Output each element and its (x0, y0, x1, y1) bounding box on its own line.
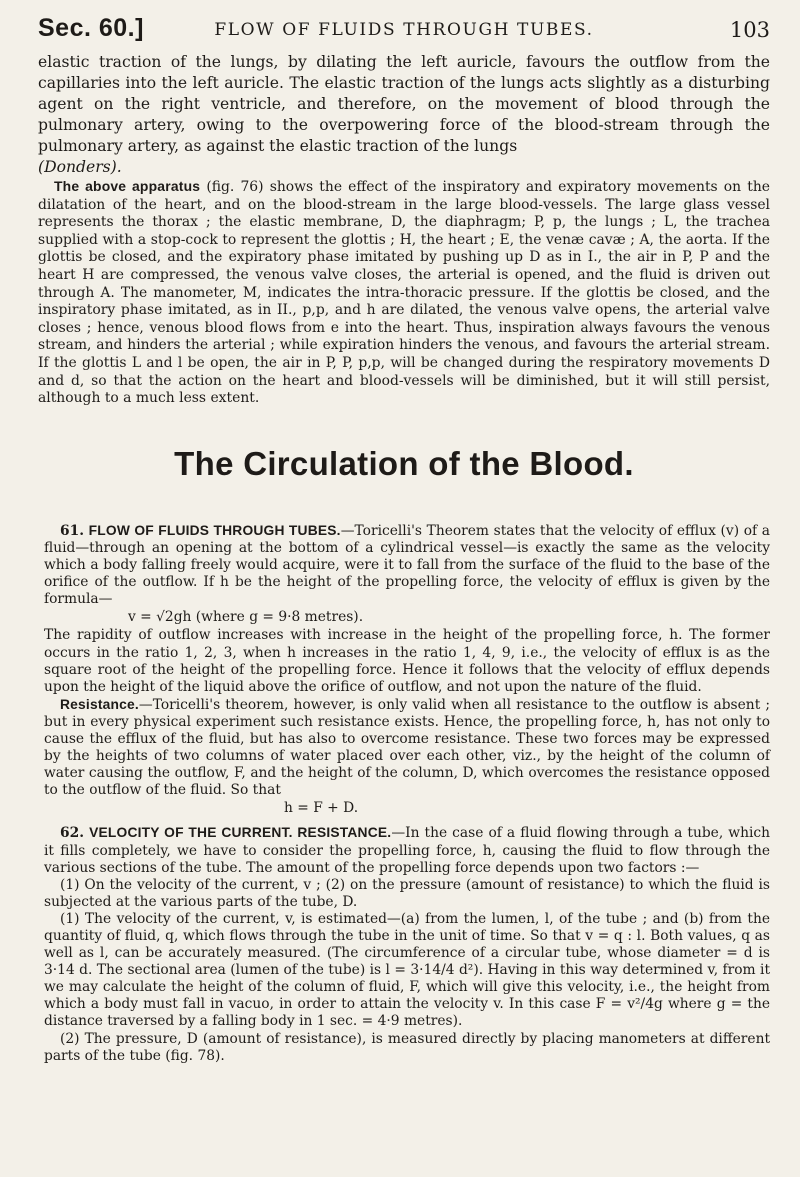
running-header (38, 10, 770, 50)
paragraph-62 (44, 824, 770, 876)
intro-text: elastic traction of the lungs, by dilating the left auricle, favours the outflow from the capillaries into the left auricle. The elastic traction of the lungs acts slightly as a disturbing agent on the right ventricle, and therefore, on the movement of blood through the pulmonary artery, owing to the overpowering force of the blood-stream through the pulmonary artery, as against the elastic traction of the lungs (38, 53, 770, 155)
paragraph-61 (44, 522, 770, 608)
section-61-heading: FLOW OF FLUIDS THROUGH TUBES. (88, 523, 341, 538)
section-heading: The Circulation of the Blood. (174, 445, 634, 482)
page-number: 103 (729, 18, 770, 42)
intro-paragraph (38, 52, 770, 178)
section-62-number: 62. (60, 825, 85, 842)
toricelli-formula: v = √2gh (where g = 9·8 metres). (128, 609, 364, 626)
resistance-formula: h = F + D. (284, 800, 359, 817)
apparatus-lead: The above apparatus (54, 178, 201, 194)
velocity-paragraph: (1) The velocity of the current, v, is estimated—(a) from the lumen, l, of the tube ; and (b) from the quantity of fluid, q, which flows through the tube in the unit of time. So that v = q : l. Both values, q as well as l, can be accurately measured. (The circumference of a circular tube, whose diameter = d is 3·14 d. The sectional area (lumen of the tube) is l = 3·14/4 d²). Having in this way determined v, from it we may calculate the height of the column of fluid, F, which will give this velocity, i.e., the height from which a body must fall in vacuo, in order to attain the velocity v. In this case F = v²/4g where g = the distance traversed by a falling body in 1 sec. = 4·9 metres). (44, 910, 770, 1030)
intro-citation: (Donders). (38, 158, 122, 176)
running-title: FLOW OF FLUIDS THROUGH TUBES. (214, 20, 594, 40)
factors-list: (1) On the velocity of the current, v ; (2) on the pressure (amount of resistance) to which the fluid is subjected at the various parts of the tube, D. (44, 876, 770, 910)
section-62-heading: VELOCITY OF THE CURRENT. RESISTANCE. (89, 825, 392, 841)
resistance-text: —Toricelli's theorem, however, is only valid when all resistance to the outflow is absent ; but in every physical experiment such resistance exists. Hence, the propelling force, h, has not only to cause the efflux of the fluid, but has also to overcome resistance. These two forces may be expressed by the heights of two columns of water placed over each other, viz., by the height of the column of water causing the outflow, F, and the height of the column, D, which overcomes the resistance opposed to the outflow of the fluid. So that (44, 696, 770, 799)
section-61-text: —Toricelli's Theorem states that the velocity of efflux (v) of a fluid—through an opening at the bottom of a cylindrical vessel—is exactly the same as the velocity which a body falling freely would acquire, were it to fall from the surface of the fluid to the base of the orifice of the outflow. If h be the height of the propelling force, the velocity of efflux is given by the formula— (44, 523, 770, 608)
outflow-paragraph: The rapidity of outflow increases with increase in the height of the propelling force, h. The former occurs in the ratio 1, 2, 3, when h increases in the ratio 1, 4, 9, i.e., the velocity of efflux is as the square root of the height of the propelling force. Hence it follows that the velocity of efflux depends upon the height of the liquid above the orifice of outflow, and not upon the nature of the fluid. (44, 627, 770, 695)
section-61-number: 61. (60, 523, 85, 539)
section-marker: Sec. 60.] (38, 14, 144, 42)
upper-text-block (38, 52, 770, 408)
apparatus-text: (fig. 76) shows the effect of the inspiratory and expiratory movements on the dilatation of the heart, and on the blood-stream in the large blood-vessels. The large glass vessel represents the thorax ; the elastic membrane, D, the diaphragm; P, p, the lungs ; L, the trachea supplied with a stop-cock to represent the glottis ; H, the heart ; E, the venæ cavæ ; A, the aorta. If the glottis be closed, and the expiratory phase imitated by pushing up D as in I., the air in P, P and the heart H are compressed, the venous valve closes, the arterial is opened, and the fluid is driven out through A. The manometer, M, indicates the intra-thoracic pressure. If the glottis be closed, and the inspiratory phase imitated, as in II., p,p, and h are dilated, the venous valve opens, the arterial valve closes ; hence, venous blood flows from e into the heart. Thus, inspiration always favours the venous stream, and hinders the arterial ; while expiration hinders the venous, and favours the arterial stream. If the glottis L and l be open, the air in P, P, p,p, will be changed during the respiratory movements D and d, so that the action on the heart and blood-vessels will be diminished, but it will still persist, although to a much less extent. (38, 179, 770, 407)
apparatus-paragraph (38, 178, 770, 408)
pressure-paragraph: (2) The pressure, D (amount of resistance), is measured directly by placing manometers at different parts of the tube (fig. 78). (44, 1030, 770, 1064)
lower-text-block (44, 522, 770, 1065)
section-62-text: —In the case of a fluid flowing through a tube, which it fills completely, we have to consider the propelling force, h, causing the fluid to flow through the various sections of the tube. The amount of the propelling force depends upon two factors :— (44, 825, 771, 876)
resistance-heading: Resistance. (60, 696, 139, 712)
resistance-paragraph (44, 696, 770, 800)
